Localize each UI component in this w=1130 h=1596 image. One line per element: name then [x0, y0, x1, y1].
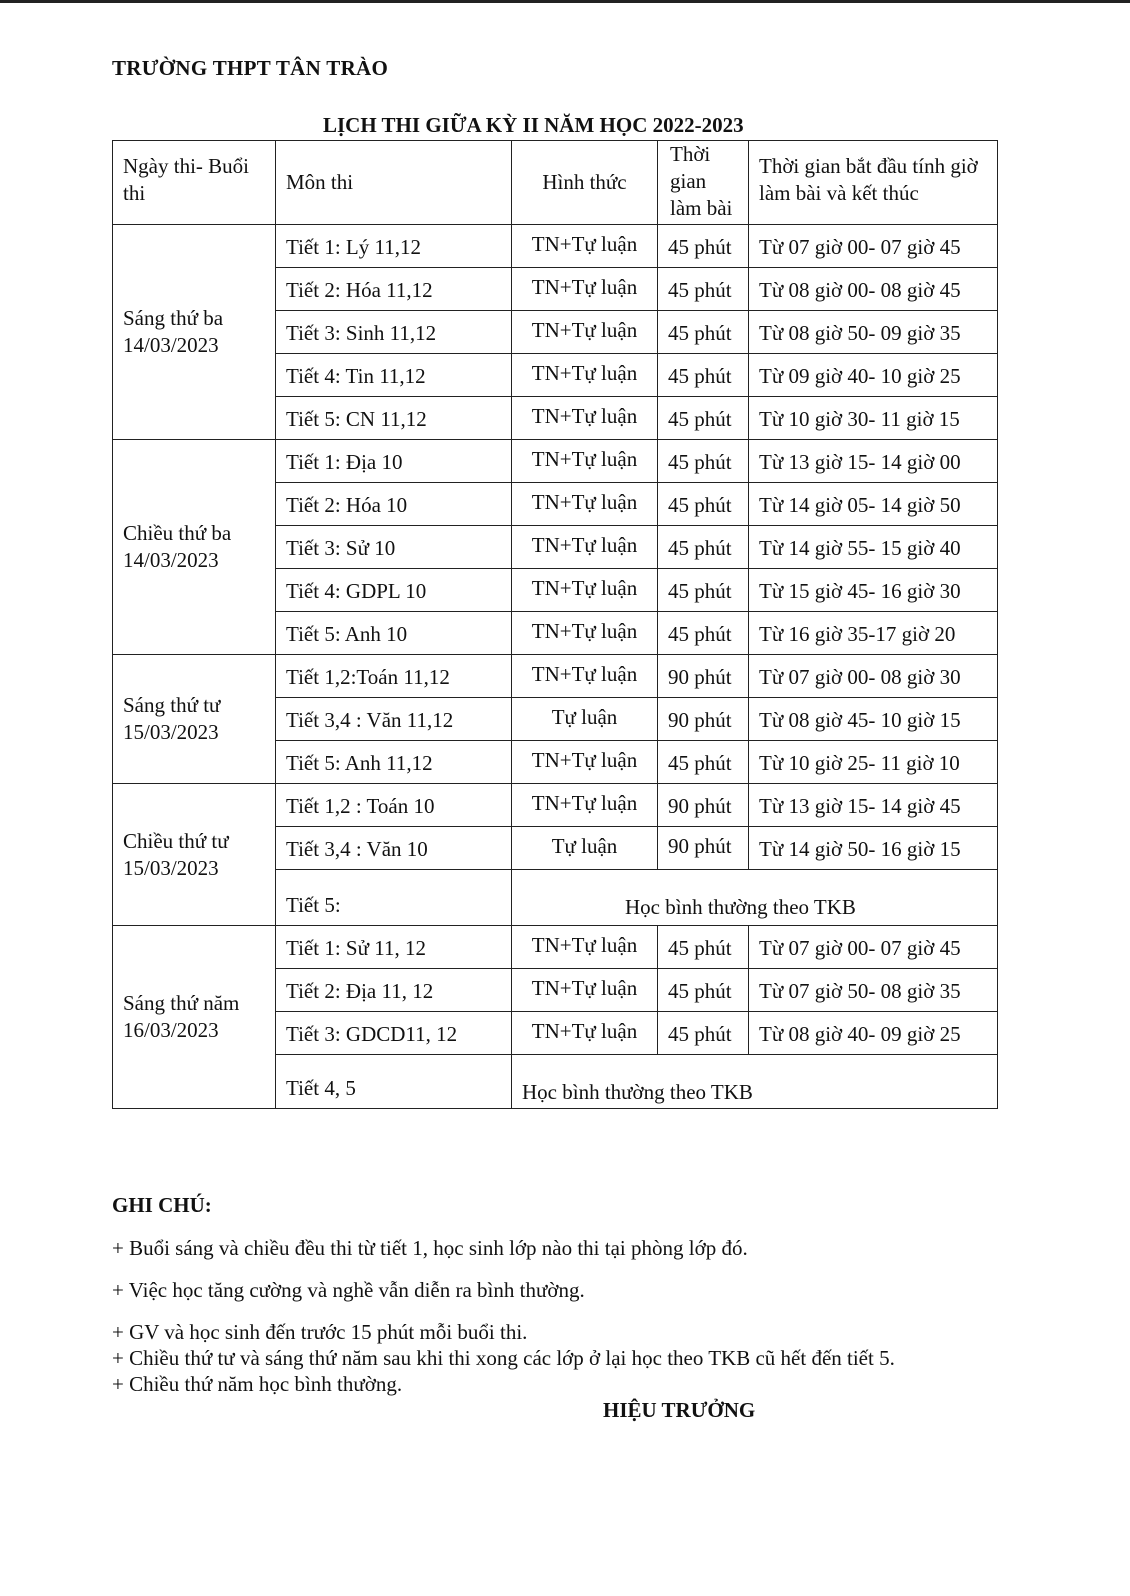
subject-cell: Tiết 3,4 : Văn 10 [276, 827, 512, 870]
time-cell: Từ 16 giờ 35-17 giờ 20 [749, 612, 998, 655]
session-label: Sáng thứ tư [123, 693, 221, 717]
format-cell: TN+Tự luận [512, 397, 658, 440]
time-cell: Từ 08 giờ 50- 09 giờ 35 [749, 311, 998, 354]
format-cell: TN+Tự luận [512, 612, 658, 655]
session-date: 16/03/2023 [123, 1018, 219, 1042]
subject-cell: Tiết 3: GDCD11, 12 [276, 1012, 512, 1055]
note-item: + Việc học tăng cường và nghề vẫn diễn ra bình thường. [112, 1278, 585, 1302]
format-cell: TN+Tự luận [512, 741, 658, 784]
note-text-cell: Học bình thường theo TKB [512, 870, 998, 926]
format-cell: TN+Tự luận [512, 225, 658, 268]
note-item: + Chiều thứ tư và sáng thứ năm sau khi thi xong các lớp ở lại học theo TKB cũ hết đến tiết 5. [112, 1346, 895, 1370]
header-subject: Môn thi [276, 141, 512, 225]
time-cell: Từ 10 giờ 30- 11 giờ 15 [749, 397, 998, 440]
duration-cell: 90 phút [658, 698, 749, 741]
session-label: Chiều thứ ba [123, 521, 232, 545]
duration-cell: 90 phút [658, 655, 749, 698]
format-cell: TN+Tự luận [512, 268, 658, 311]
subject-cell: Tiết 1: Lý 11,12 [276, 225, 512, 268]
table-row [113, 655, 998, 698]
duration-cell: 90 phút [658, 827, 749, 870]
session-date: 15/03/2023 [123, 720, 219, 744]
subject-cell: Tiết 3: Sinh 11,12 [276, 311, 512, 354]
time-cell: Từ 15 giờ 45- 16 giờ 30 [749, 569, 998, 612]
time-cell: Từ 07 giờ 00- 07 giờ 45 [749, 225, 998, 268]
duration-cell: 45 phút [658, 268, 749, 311]
format-cell: TN+Tự luận [512, 1012, 658, 1055]
duration-cell: 45 phút [658, 311, 749, 354]
duration-cell: 45 phút [658, 1012, 749, 1055]
duration-cell: 45 phút [658, 969, 749, 1012]
document-title: LỊCH THI GIỮA KỲ II NĂM HỌC 2022-2023 [323, 113, 744, 137]
subject-cell: Tiết 5: Anh 11,12 [276, 741, 512, 784]
session-date: 14/03/2023 [123, 548, 219, 572]
note-subject-cell: Tiết 5: [276, 870, 512, 926]
format-cell: TN+Tự luận [512, 784, 658, 827]
duration-cell: 45 phút [658, 483, 749, 526]
session-cell [113, 440, 276, 655]
format-cell: TN+Tự luận [512, 569, 658, 612]
subject-cell: Tiết 1,2:Toán 11,12 [276, 655, 512, 698]
session-date: 15/03/2023 [123, 855, 219, 880]
duration-cell: 45 phút [658, 741, 749, 784]
format-cell: Tự luận [512, 827, 658, 870]
format-cell: TN+Tự luận [512, 440, 658, 483]
note-item: + Buổi sáng và chiều đều thi từ tiết 1, học sinh lớp nào thi tại phòng lớp đó. [112, 1236, 748, 1260]
time-cell: Từ 08 giờ 40- 09 giờ 25 [749, 1012, 998, 1055]
duration-cell: 45 phút [658, 926, 749, 969]
time-cell: Từ 07 giờ 00- 07 giờ 45 [749, 926, 998, 969]
top-border-line [0, 0, 1130, 3]
time-cell: Từ 14 giờ 05- 14 giờ 50 [749, 483, 998, 526]
table-header-row [113, 141, 998, 225]
time-cell: Từ 08 giờ 45- 10 giờ 15 [749, 698, 998, 741]
session-cell [113, 655, 276, 784]
duration-cell: 45 phút [658, 225, 749, 268]
format-cell: TN+Tự luận [512, 926, 658, 969]
table-row [113, 926, 998, 969]
subject-cell: Tiết 1: Địa 10 [276, 440, 512, 483]
format-cell: TN+Tự luận [512, 655, 658, 698]
subject-cell: Tiết 3: Sử 10 [276, 526, 512, 569]
session-label: Chiều thứ tư [123, 828, 229, 853]
format-cell: TN+Tự luận [512, 483, 658, 526]
table-row [113, 440, 998, 483]
duration-cell: 45 phút [658, 526, 749, 569]
subject-cell: Tiết 1,2 : Toán 10 [276, 784, 512, 827]
time-cell: Từ 13 giờ 15- 14 giờ 45 [749, 784, 998, 827]
duration-cell: 45 phút [658, 569, 749, 612]
subject-cell: Tiết 2: Hóa 10 [276, 483, 512, 526]
session-date: 14/03/2023 [123, 333, 219, 357]
header-time: Thời gian bắt đầu tính giờ làm bài và kết thúc [749, 141, 998, 225]
format-cell: TN+Tự luận [512, 969, 658, 1012]
header-format: Hình thức [512, 141, 658, 225]
subject-cell: Tiết 5: CN 11,12 [276, 397, 512, 440]
session-label: Sáng thứ ba [123, 306, 224, 330]
duration-cell: 45 phút [658, 612, 749, 655]
time-cell: Từ 13 giờ 15- 14 giờ 00 [749, 440, 998, 483]
subject-cell: Tiết 2: Địa 11, 12 [276, 969, 512, 1012]
signer-title: HIỆU TRƯỞNG [603, 1398, 756, 1422]
time-cell: Từ 14 giờ 50- 16 giờ 15 [749, 827, 998, 870]
session-cell [113, 225, 276, 440]
format-cell: TN+Tự luận [512, 311, 658, 354]
note-subject-cell: Tiết 4, 5 [276, 1055, 512, 1109]
time-cell: Từ 14 giờ 55- 15 giờ 40 [749, 526, 998, 569]
header-day: Ngày thi- Buổi thi [113, 141, 276, 225]
session-label: Sáng thứ năm [123, 991, 240, 1015]
format-cell: TN+Tự luận [512, 354, 658, 397]
session-cell [113, 926, 276, 1109]
time-cell: Từ 08 giờ 00- 08 giờ 45 [749, 268, 998, 311]
time-cell: Từ 07 giờ 00- 08 giờ 30 [749, 655, 998, 698]
subject-cell: Tiết 4: Tin 11,12 [276, 354, 512, 397]
subject-cell: Tiết 2: Hóa 11,12 [276, 268, 512, 311]
format-cell: Tự luận [512, 698, 658, 741]
header-duration: Thời gian làm bài [658, 141, 749, 225]
exam-schedule-table [112, 140, 998, 1109]
time-cell: Từ 09 giờ 40- 10 giờ 25 [749, 354, 998, 397]
subject-cell: Tiết 4: GDPL 10 [276, 569, 512, 612]
note-item: + Chiều thứ năm học bình thường. [112, 1372, 403, 1396]
subject-cell: Tiết 5: Anh 10 [276, 612, 512, 655]
duration-cell: 45 phút [658, 354, 749, 397]
format-cell: TN+Tự luận [512, 526, 658, 569]
table-row [113, 784, 998, 827]
note-item: + GV và học sinh đến trước 15 phút mỗi buổi thi. [112, 1320, 528, 1344]
duration-cell: 45 phút [658, 397, 749, 440]
notes-title: GHI CHÚ: [112, 1193, 212, 1217]
time-cell: Từ 10 giờ 25- 11 giờ 10 [749, 741, 998, 784]
duration-cell: 90 phút [658, 784, 749, 827]
session-cell [113, 784, 276, 926]
duration-cell: 45 phút [658, 440, 749, 483]
note-text-cell: Học bình thường theo TKB [512, 1055, 998, 1109]
time-cell: Từ 07 giờ 50- 08 giờ 35 [749, 969, 998, 1012]
school-name: TRƯỜNG THPT TÂN TRÀO [112, 56, 389, 80]
subject-cell: Tiết 1: Sử 11, 12 [276, 926, 512, 969]
subject-cell: Tiết 3,4 : Văn 11,12 [276, 698, 512, 741]
table-row [113, 225, 998, 268]
